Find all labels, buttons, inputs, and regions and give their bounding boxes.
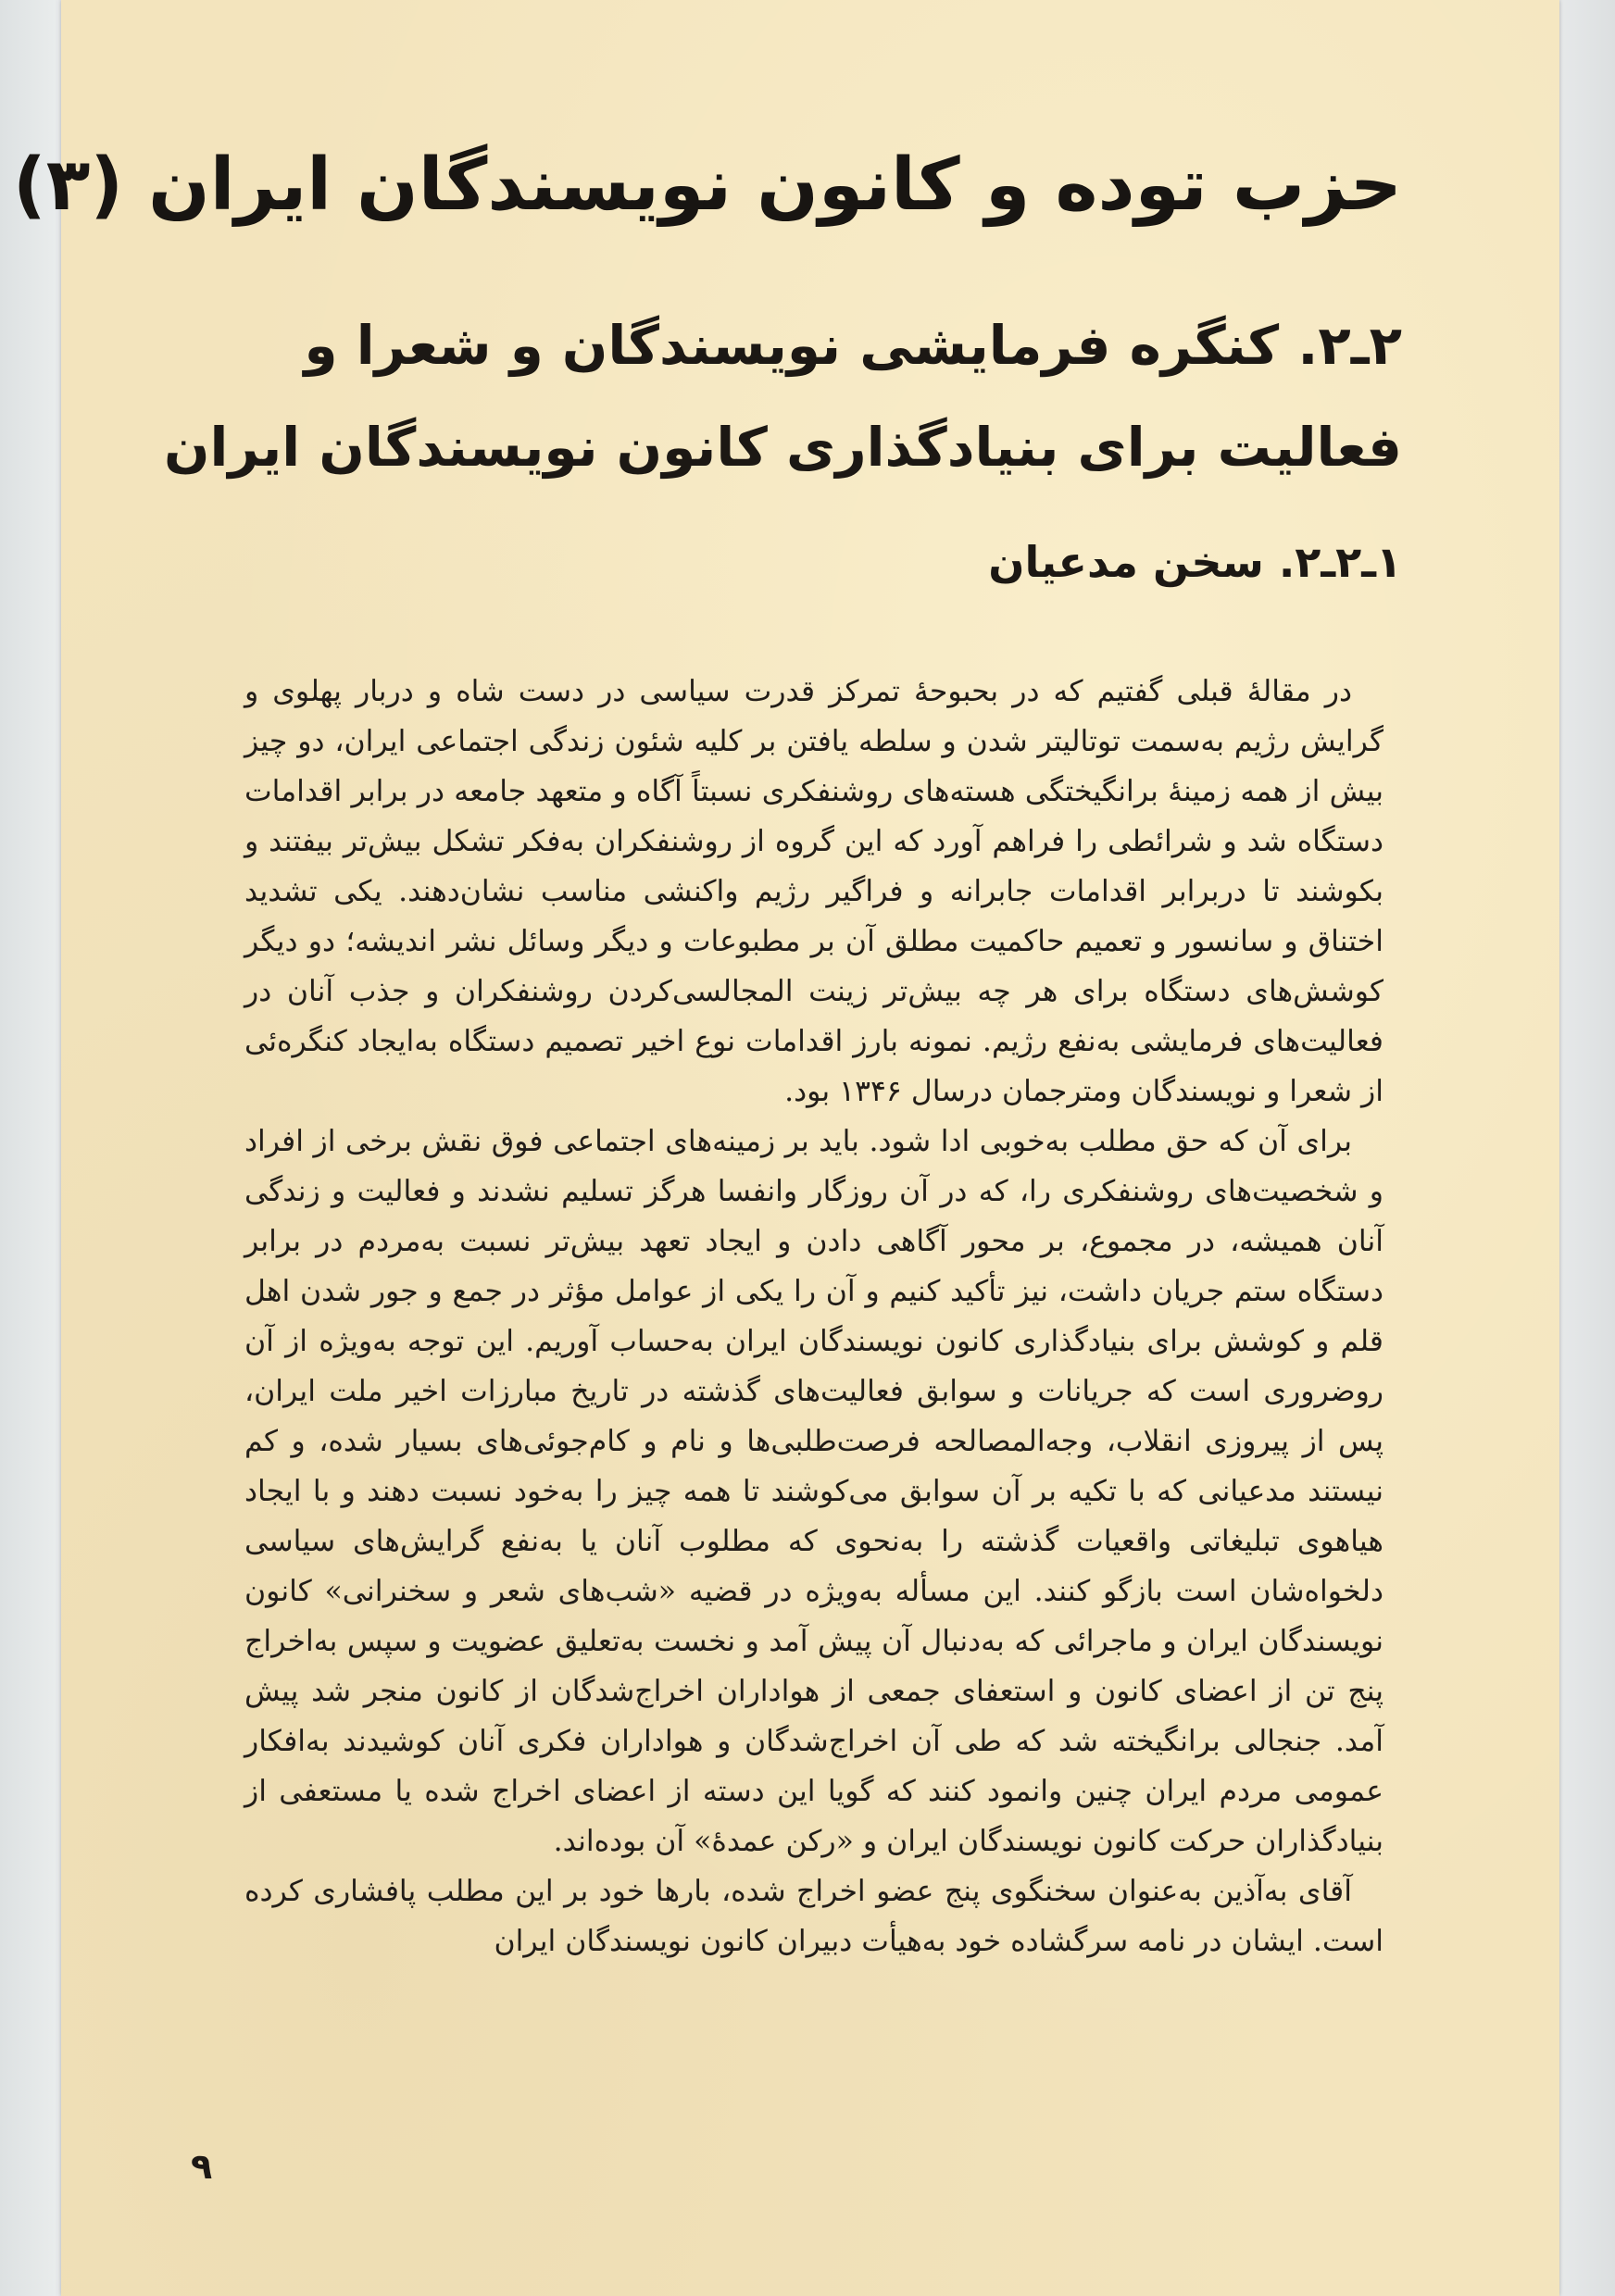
subsection-heading: ۱ـ۲ـ۲. سخن مدعیان	[988, 537, 1402, 587]
article-title: حزب توده و کانون نویسندگان ایران (۳)	[13, 144, 1402, 227]
paragraph-2: برای آن که حق مطلب به‌خوبی ادا شود. باید بر زمینه‌های اجتماعی فوق نقش برخی از افراد و شخصیت‌های روشنفکری را، که در آن روزگار وانفسا هرگز تسلیم نشدند و فعالیت و زندگی آنان همیشه، در مجموع، بر محور آگاهی دادن و ایجاد تعهد بیش‌تر نسبت به‌مردم در برابر دستگاه ستم جریان داشت، نیز تأکید کنیم و آن را یکی از عوامل مؤثر در جمع و جور شدن اهل قلم و کوشش برای بنیادگذاری کانون نویسندگان ایران به‌حساب آوریم. این توجه به‌ویژه از آن روضروری است که جریانات و سوابق فعالیت‌های گذشته در تاریخ مبارزات اخیر ملت ایران، پس از پیروزی انقلاب، وجه‌المصالحه فرصت‌طلبی‌ها و نام و کام‌جوئی‌های بسیار شده، و کم نیستند مدعیانی که با تکیه بر آن سوابق می‌کوشند تا همه چیز را به‌خود نسبت دهند و با ایجاد هیاهوی تبلیغاتی واقعیات گذشته را به‌نحوی که مطلوب آنان یا به‌نفع گرایش‌های سیاسی دلخواه‌شان است بازگو کنند. این مسأله به‌ویژه در قضیه «شب‌های شعر و سخنرانی» کانون نویسندگان ایران و ماجرائی که به‌دنبال آن پیش آمد و نخست به‌تعلیق عضویت و سپس به‌اخراج پنج تن از اعضای کانون و استعفای جمعی از هواداران اخراج‌شدگان از کانون منجر شد پیش آمد. جنجالی برانگیخته شد که طی آن اخراج‌شدگان و هواداران فکری آنان کوشیدند به‌افکار عمومی مردم ایران چنین وانمود کنند که گویا این دسته از اعضای اخراج شده یا مستعفی از بنیادگذاران حرکت کانون نویسندگان ایران و «رکن عمدهٔ» آن بوده‌اند.	[244, 1125, 1383, 1858]
body-text	[244, 667, 1383, 1966]
section-heading: ۲ـ۲. کنگره فرمایشی نویسندگان و شعرا و فعالیت برای بنیادگذاری کانون نویسندگان ایران	[164, 314, 1402, 479]
paragraph-3: آقای به‌آذین به‌عنوان سخنگوی پنج عضو اخراج شده، بارها خود بر این مطلب پافشاری کرده است. ایشان در نامه سرگشاده خود به‌هیأت دبیران کانون نویسندگان ایران	[244, 1875, 1383, 1958]
paragraph-1: در مقالهٔ قبلی گفتیم که در بحبوحهٔ تمرکز قدرت سیاسی در دست شاه و دربار پهلوی و گرایش رژیم به‌سمت توتالیتر شدن و سلطه یافتن بر کلیه شئون زندگی اجتماعی ایران، دو چیز بیش از همه زمینهٔ برانگیختگی هسته‌های روشنفکری نسبتاً آگاه و متعهد جامعه در برابر اقدامات دستگاه شد و شرائطی را فراهم آورد که این گروه از روشنفکران به‌فکر تشکل بیش‌تر بیفتند و بکوشند تا دربرابر اقدامات جابرانه و فراگیر رژیم واکنشی مناسب نشان‌دهند. یکی تشدید اختناق و سانسور و تعمیم حاکمیت مطلق آن بر مطبوعات و دیگر وسائل نشر اندیشه؛ دو دیگر کوشش‌های دستگاه برای هر چه بیش‌تر زینت المجالسی‌کردن روشنفکران و جذب آنان در فعالیت‌های فرمایشی به‌نفع رژیم. نمونه بارز اقدامات نوع اخیر تصمیم دستگاه به‌ایجاد کنگره‌ئی از شعرا و نویسندگان ومترجمان درسال ۱۳۴۶ بود.	[244, 675, 1383, 1108]
document-page	[13, 0, 1559, 2296]
scan-background-right	[1550, 0, 1615, 2296]
scan-background-left	[0, 0, 56, 2296]
page-number: ۹	[191, 2146, 213, 2187]
